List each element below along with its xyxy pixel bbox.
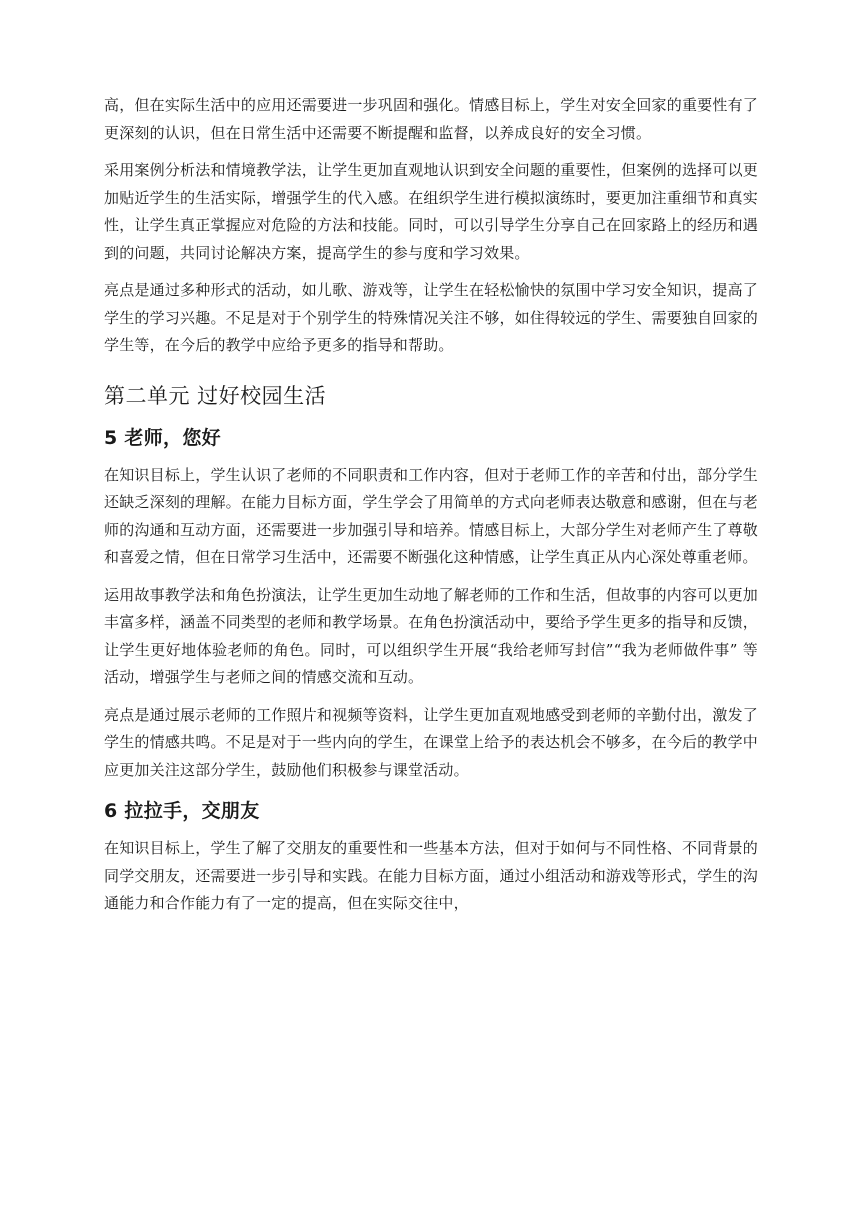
paragraph-safety-goals: 高，但在实际生活中的应用还需要进一步巩固和强化。情感目标上，学生对安全回家的重要性有了更深刻的认识，但在日常生活中还需要不断提醒和监督，以养成良好的安全习惯。 xyxy=(104,96,758,142)
lesson-6-heading: 6 拉拉手，交朋友 xyxy=(104,800,260,822)
document-page xyxy=(104,92,758,928)
paragraph-safety-highlights: 亮点是通过多种形式的活动，如儿歌、游戏等，让学生在轻松愉快的氛围中学习安全知识，提高了学生的学习兴趣。不足是对于个别学生的特殊情况关注不够，如住得较远的学生、需要独自回家的学生等，在今后的教学中应给予更多的指导和帮助。 xyxy=(104,281,758,354)
unit-heading: 第二单元 过好校园生活 xyxy=(104,383,327,408)
paragraph-teacher-highlights: 亮点是通过展示老师的工作照片和视频等资料，让学生更加直观地感受到老师的辛勤付出，激发了学生的情感共鸣。不足是对于一些内向的学生，在课堂上给予的表达机会不够多，在今后的教学中应更加关注这部分学生，鼓励他们积极参与课堂活动。 xyxy=(104,705,758,779)
paragraph-friends-goals: 在知识目标上，学生了解了交朋友的重要性和一些基本方法，但对于如何与不同性格、不同背景的同学交朋友，还需要进一步引导和实践。在能力目标方面，通过小组活动和游戏等形式，学生的沟通能力和合作能力有了一定的提高，但在实际交往中， xyxy=(104,839,758,912)
paragraph-teacher-goals: 在知识目标上，学生认识了老师的不同职责和工作内容，但对于老师工作的辛苦和付出，部分学生还缺乏深刻的理解。在能力目标方面，学生学会了用简单的方式向老师表达敬意和感谢，但在与老师的沟通和互动方面，还需要进一步加强引导和培养。情感目标上，大部分学生对老师产生了尊敬和喜爱之情，但在日常学习生活中，还需要不断强化这种情感，让学生真正从内心深处尊重老师。 xyxy=(104,465,758,566)
lesson-5-heading: 5 老师，您好 xyxy=(104,426,221,449)
paragraph-safety-methods: 采用案例分析法和情境教学法，让学生更加直观地认识到安全问题的重要性，但案例的选择可以更加贴近学生的生活实际，增强学生的代入感。在组织学生进行模拟演练时，要更加注重细节和真实性，让学生真正掌握应对危险的方法和技能。同时，可以引导学生分享自己在回家路上的经历和遇到的问题，共同讨论解决方案，提高学生的参与度和学习效果。 xyxy=(104,161,758,262)
paragraph-teacher-methods: 运用故事教学法和角色扮演法，让学生更加生动地了解老师的工作和生活，但故事的内容可以更加丰富多样，涵盖不同类型的老师和教学场景。在角色扮演活动中，要给予学生更多的指导和反馈，让学生更好地体验老师的角色。同时，可以组织学生开展“我给老师写封信”“我为老师做件事” 等活动，增强学生与老师之间的情感交流和互动。 xyxy=(104,585,758,686)
